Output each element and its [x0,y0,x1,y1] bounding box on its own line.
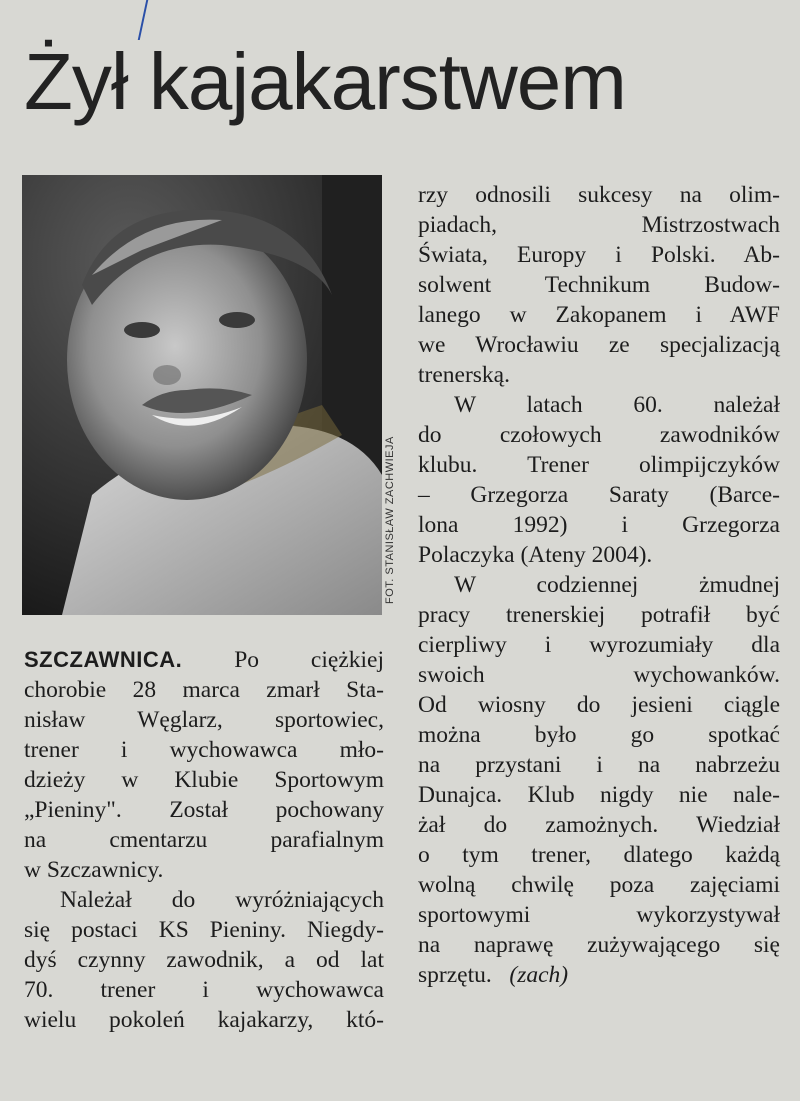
article-line: nisław Węglarz, sportowiec, [24,707,384,733]
article-line: sportowymi wykorzystywał [418,902,780,928]
article-line: Od wiosny do jesieni ciągle [418,692,780,718]
article-left-column [24,645,384,1035]
article-line: „Pieniny". Został pochowany [24,797,384,823]
article-line: solwent Technikum Budow- [418,272,780,298]
article-line: chorobie 28 marca zmarł Sta- [24,677,384,703]
article-line: W latach 60. należał [454,392,780,418]
article-line: trener i wychowawca mło- [24,737,384,763]
article-line: o tym trener, dlatego każdą [418,842,780,868]
article-line: sprzętu. (zach) [418,962,569,988]
article-line: lona 1992) i Grzegorza [418,512,780,538]
article-line: pracy trenerskiej potrafił być [418,602,780,628]
article-line: lanego w Zakopanem i AWF [418,302,780,328]
article-line: SZCZAWNICA. Po ciężkiej [24,647,384,673]
article-line: żał do zamożnych. Wiedział [418,812,780,838]
article-line: W codziennej żmudnej [454,572,780,598]
article-line: swoich wychowanków. [418,662,780,688]
article-right-column [418,180,780,990]
article-line: do czołowych zawodników [418,422,780,448]
article-line: dzieży w Klubie Sportowym [24,767,384,793]
article-line: Należał do wyróżniających [60,887,384,913]
article-line: Świata, Europy i Polski. Ab- [418,242,780,268]
article-line: Polaczyka (Ateny 2004). [418,542,653,568]
article-line: trenerską. [418,362,510,388]
article-line: rzy odnosili sukcesy na olim- [418,182,780,208]
portrait-photo [22,175,382,615]
article-line: klubu. Trener olimpijczyków [418,452,780,478]
article-line: na przystani i na nabrzeżu [418,752,780,778]
article-line: w Szczawnicy. [24,857,164,883]
article-line: się postaci KS Pieniny. Niegdy- [24,917,384,943]
dateline: SZCZAWNICA. [24,647,183,672]
article-line: piadach, Mistrzostwach [418,212,780,238]
article-line: dyś czynny zawodnik, a od lat [24,947,384,973]
article-line: 70. trener i wychowawca [24,977,384,1003]
article-line: – Grzegorza Saraty (Barce- [418,482,780,508]
author-signature: (zach) [509,962,569,988]
article-line: cierpliwy i wyrozumiały dla [418,632,780,658]
article-line: wolną chwilę poza zajęciami [418,872,780,898]
article-line: Dunajca. Klub nigdy nie nale- [418,782,780,808]
article-line: można było go spotkać [418,722,780,748]
article-line: we Wrocławiu ze specjalizacją [418,332,780,358]
photo-credit: FOT. STANISŁAW ZACHWIEJA [384,436,396,604]
headline: Żył kajakarstwem [24,37,626,126]
article-line: wielu pokoleń kajakarzy, któ- [24,1007,384,1033]
article-line: na naprawę zużywającego się [418,932,780,958]
article-line: na cmentarzu parafialnym [24,827,384,853]
